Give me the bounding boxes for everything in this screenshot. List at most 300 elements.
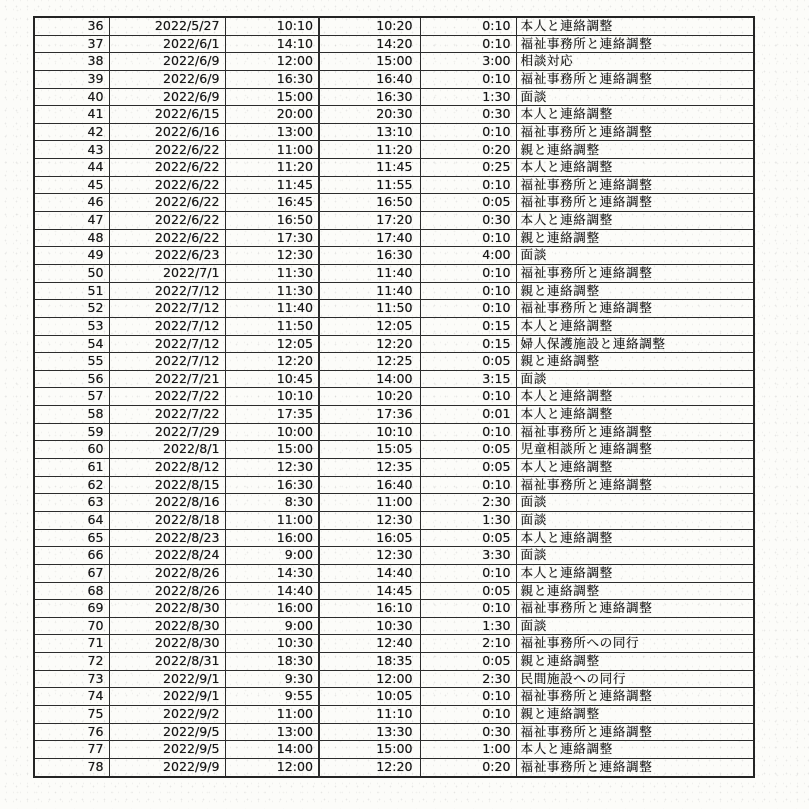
duration-cell: 1:30	[420, 617, 516, 635]
date-cell: 2022/6/9	[109, 70, 225, 88]
table-row	[34, 194, 754, 212]
duration-cell: 0:05	[420, 353, 516, 371]
date-cell: 2022/6/1	[109, 35, 225, 53]
duration-cell: 0:05	[420, 529, 516, 547]
start-time-cell: 16:50	[225, 212, 319, 230]
date-cell: 2022/7/12	[109, 335, 225, 353]
start-time-cell: 16:45	[225, 194, 319, 212]
row-number-cell: 66	[34, 547, 109, 565]
start-time-cell: 10:10	[225, 388, 319, 406]
row-number-cell: 60	[34, 441, 109, 459]
end-time-cell: 10:30	[319, 617, 420, 635]
table-row	[34, 582, 754, 600]
date-cell: 2022/6/22	[109, 159, 225, 177]
end-time-cell: 11:40	[319, 282, 420, 300]
date-cell: 2022/7/12	[109, 282, 225, 300]
end-time-cell: 10:20	[319, 388, 420, 406]
end-time-cell: 16:30	[319, 247, 420, 265]
table-row	[34, 723, 754, 741]
row-number-cell: 55	[34, 353, 109, 371]
row-number-cell: 44	[34, 159, 109, 177]
row-number-cell: 51	[34, 282, 109, 300]
row-number-cell: 49	[34, 247, 109, 265]
description-cell: 本人と連絡調整	[516, 106, 754, 124]
end-time-cell: 14:45	[319, 582, 420, 600]
description-cell: 福祉事務所と連絡調整	[516, 423, 754, 441]
description-cell: 面談	[516, 617, 754, 635]
scanned-page	[33, 16, 755, 778]
start-time-cell: 12:00	[225, 758, 319, 776]
table-row	[34, 529, 754, 547]
description-cell: 本人と連絡調整	[516, 529, 754, 547]
date-cell: 2022/6/9	[109, 88, 225, 106]
date-cell: 2022/8/16	[109, 494, 225, 512]
end-time-cell: 11:20	[319, 141, 420, 159]
end-time-cell: 14:00	[319, 370, 420, 388]
duration-cell: 0:10	[420, 600, 516, 618]
table-row	[34, 123, 754, 141]
row-number-cell: 59	[34, 423, 109, 441]
table-row	[34, 88, 754, 106]
table-row	[34, 229, 754, 247]
row-number-cell: 75	[34, 705, 109, 723]
duration-cell: 0:10	[420, 229, 516, 247]
duration-cell: 0:05	[420, 582, 516, 600]
duration-cell: 0:10	[420, 282, 516, 300]
table-row	[34, 511, 754, 529]
row-number-cell: 74	[34, 688, 109, 706]
end-time-cell: 12:30	[319, 511, 420, 529]
description-cell: 本人と連絡調整	[516, 406, 754, 424]
activity-log-table	[33, 16, 755, 778]
date-cell: 2022/9/5	[109, 741, 225, 759]
row-number-cell: 43	[34, 141, 109, 159]
row-number-cell: 52	[34, 300, 109, 318]
duration-cell: 1:30	[420, 511, 516, 529]
description-cell: 福祉事務所と連絡調整	[516, 264, 754, 282]
end-time-cell: 16:05	[319, 529, 420, 547]
start-time-cell: 11:40	[225, 300, 319, 318]
start-time-cell: 16:00	[225, 600, 319, 618]
row-number-cell: 61	[34, 459, 109, 477]
row-number-cell: 46	[34, 194, 109, 212]
start-time-cell: 14:10	[225, 35, 319, 53]
duration-cell: 0:05	[420, 459, 516, 477]
row-number-cell: 58	[34, 406, 109, 424]
start-time-cell: 9:00	[225, 547, 319, 565]
description-cell: 福祉事務所と連絡調整	[516, 758, 754, 776]
end-time-cell: 12:20	[319, 335, 420, 353]
end-time-cell: 11:40	[319, 264, 420, 282]
row-number-cell: 70	[34, 617, 109, 635]
start-time-cell: 8:30	[225, 494, 319, 512]
description-cell: 福祉事務所と連絡調整	[516, 476, 754, 494]
description-cell: 面談	[516, 511, 754, 529]
date-cell: 2022/7/29	[109, 423, 225, 441]
end-time-cell: 16:40	[319, 476, 420, 494]
end-time-cell: 17:36	[319, 406, 420, 424]
table-row	[34, 282, 754, 300]
table-row	[34, 741, 754, 759]
start-time-cell: 14:40	[225, 582, 319, 600]
table-row	[34, 564, 754, 582]
description-cell: 面談	[516, 494, 754, 512]
duration-cell: 0:05	[420, 441, 516, 459]
duration-cell: 3:00	[420, 53, 516, 71]
start-time-cell: 10:30	[225, 635, 319, 653]
table-row	[34, 353, 754, 371]
description-cell: 本人と連絡調整	[516, 459, 754, 477]
start-time-cell: 12:30	[225, 459, 319, 477]
start-time-cell: 14:30	[225, 564, 319, 582]
table-row	[34, 423, 754, 441]
end-time-cell: 11:10	[319, 705, 420, 723]
end-time-cell: 11:50	[319, 300, 420, 318]
description-cell: 面談	[516, 547, 754, 565]
end-time-cell: 16:30	[319, 88, 420, 106]
end-time-cell: 15:00	[319, 53, 420, 71]
duration-cell: 0:10	[420, 564, 516, 582]
table-row	[34, 53, 754, 71]
end-time-cell: 15:05	[319, 441, 420, 459]
duration-cell: 0:25	[420, 159, 516, 177]
end-time-cell: 12:25	[319, 353, 420, 371]
table-row	[34, 406, 754, 424]
row-number-cell: 50	[34, 264, 109, 282]
duration-cell: 0:10	[420, 705, 516, 723]
table-row	[34, 459, 754, 477]
duration-cell: 0:10	[420, 423, 516, 441]
description-cell: 親と連絡調整	[516, 353, 754, 371]
start-time-cell: 17:35	[225, 406, 319, 424]
end-time-cell: 14:20	[319, 35, 420, 53]
end-time-cell: 10:05	[319, 688, 420, 706]
date-cell: 2022/6/22	[109, 194, 225, 212]
duration-cell: 0:10	[420, 476, 516, 494]
description-cell: 親と連絡調整	[516, 282, 754, 300]
start-time-cell: 16:30	[225, 476, 319, 494]
start-time-cell: 11:00	[225, 705, 319, 723]
end-time-cell: 15:00	[319, 741, 420, 759]
row-number-cell: 45	[34, 176, 109, 194]
start-time-cell: 16:30	[225, 70, 319, 88]
end-time-cell: 11:00	[319, 494, 420, 512]
date-cell: 2022/9/5	[109, 723, 225, 741]
description-cell: 本人と連絡調整	[516, 388, 754, 406]
date-cell: 2022/6/9	[109, 53, 225, 71]
date-cell: 2022/6/22	[109, 229, 225, 247]
start-time-cell: 10:10	[225, 17, 319, 35]
end-time-cell: 12:35	[319, 459, 420, 477]
date-cell: 2022/7/22	[109, 388, 225, 406]
table-row	[34, 212, 754, 230]
row-number-cell: 68	[34, 582, 109, 600]
description-cell: 児童相談所と連絡調整	[516, 441, 754, 459]
duration-cell: 0:10	[420, 123, 516, 141]
date-cell: 2022/9/9	[109, 758, 225, 776]
duration-cell: 0:30	[420, 212, 516, 230]
date-cell: 2022/8/26	[109, 564, 225, 582]
description-cell: 親と連絡調整	[516, 229, 754, 247]
date-cell: 2022/7/12	[109, 317, 225, 335]
row-number-cell: 78	[34, 758, 109, 776]
end-time-cell: 20:30	[319, 106, 420, 124]
start-time-cell: 11:20	[225, 159, 319, 177]
duration-cell: 0:10	[420, 688, 516, 706]
description-cell: 福祉事務所と連絡調整	[516, 70, 754, 88]
end-time-cell: 12:40	[319, 635, 420, 653]
table-row	[34, 264, 754, 282]
duration-cell: 0:05	[420, 653, 516, 671]
description-cell: 面談	[516, 370, 754, 388]
duration-cell: 0:30	[420, 723, 516, 741]
description-cell: 本人と連絡調整	[516, 17, 754, 35]
duration-cell: 0:30	[420, 106, 516, 124]
row-number-cell: 36	[34, 17, 109, 35]
date-cell: 2022/7/12	[109, 353, 225, 371]
description-cell: 婦人保護施設と連絡調整	[516, 335, 754, 353]
table-row	[34, 476, 754, 494]
date-cell: 2022/8/23	[109, 529, 225, 547]
description-cell: 福祉事務所と連絡調整	[516, 176, 754, 194]
description-cell: 福祉事務所と連絡調整	[516, 723, 754, 741]
start-time-cell: 18:30	[225, 653, 319, 671]
date-cell: 2022/6/22	[109, 141, 225, 159]
date-cell: 2022/8/31	[109, 653, 225, 671]
table-row	[34, 705, 754, 723]
start-time-cell: 13:00	[225, 123, 319, 141]
start-time-cell: 13:00	[225, 723, 319, 741]
row-number-cell: 41	[34, 106, 109, 124]
duration-cell: 2:30	[420, 494, 516, 512]
date-cell: 2022/7/12	[109, 300, 225, 318]
description-cell: 福祉事務所への同行	[516, 635, 754, 653]
duration-cell: 0:10	[420, 17, 516, 35]
row-number-cell: 56	[34, 370, 109, 388]
end-time-cell: 12:05	[319, 317, 420, 335]
row-number-cell: 77	[34, 741, 109, 759]
date-cell: 2022/9/2	[109, 705, 225, 723]
table-row	[34, 370, 754, 388]
duration-cell: 0:20	[420, 758, 516, 776]
description-cell: 相談対応	[516, 53, 754, 71]
end-time-cell: 12:20	[319, 758, 420, 776]
date-cell: 2022/6/22	[109, 212, 225, 230]
date-cell: 2022/8/30	[109, 600, 225, 618]
duration-cell: 0:01	[420, 406, 516, 424]
end-time-cell: 10:20	[319, 17, 420, 35]
start-time-cell: 9:30	[225, 670, 319, 688]
duration-cell: 0:05	[420, 194, 516, 212]
end-time-cell: 17:40	[319, 229, 420, 247]
table-row	[34, 159, 754, 177]
row-number-cell: 57	[34, 388, 109, 406]
table-row	[34, 670, 754, 688]
end-time-cell: 12:00	[319, 670, 420, 688]
date-cell: 2022/6/15	[109, 106, 225, 124]
row-number-cell: 71	[34, 635, 109, 653]
table-row	[34, 494, 754, 512]
table-row	[34, 758, 754, 776]
end-time-cell: 16:40	[319, 70, 420, 88]
description-cell: 本人と連絡調整	[516, 564, 754, 582]
row-number-cell: 73	[34, 670, 109, 688]
date-cell: 2022/9/1	[109, 688, 225, 706]
description-cell: 民間施設への同行	[516, 670, 754, 688]
end-time-cell: 12:30	[319, 547, 420, 565]
table-row	[34, 35, 754, 53]
table-row	[34, 388, 754, 406]
row-number-cell: 38	[34, 53, 109, 71]
start-time-cell: 10:45	[225, 370, 319, 388]
duration-cell: 1:00	[420, 741, 516, 759]
row-number-cell: 42	[34, 123, 109, 141]
description-cell: 親と連絡調整	[516, 705, 754, 723]
table-row	[34, 106, 754, 124]
date-cell: 2022/8/15	[109, 476, 225, 494]
row-number-cell: 72	[34, 653, 109, 671]
start-time-cell: 17:30	[225, 229, 319, 247]
start-time-cell: 11:00	[225, 141, 319, 159]
table-row	[34, 653, 754, 671]
table-row	[34, 617, 754, 635]
row-number-cell: 47	[34, 212, 109, 230]
row-number-cell: 76	[34, 723, 109, 741]
start-time-cell: 10:00	[225, 423, 319, 441]
row-number-cell: 63	[34, 494, 109, 512]
start-time-cell: 9:00	[225, 617, 319, 635]
date-cell: 2022/9/1	[109, 670, 225, 688]
row-number-cell: 64	[34, 511, 109, 529]
end-time-cell: 17:20	[319, 212, 420, 230]
start-time-cell: 14:00	[225, 741, 319, 759]
duration-cell: 2:10	[420, 635, 516, 653]
table-row	[34, 688, 754, 706]
row-number-cell: 62	[34, 476, 109, 494]
start-time-cell: 16:00	[225, 529, 319, 547]
table-row	[34, 70, 754, 88]
date-cell: 2022/8/12	[109, 459, 225, 477]
table-row	[34, 300, 754, 318]
duration-cell: 3:30	[420, 547, 516, 565]
start-time-cell: 15:00	[225, 88, 319, 106]
start-time-cell: 12:05	[225, 335, 319, 353]
date-cell: 2022/5/27	[109, 17, 225, 35]
table-row	[34, 17, 754, 35]
duration-cell: 2:30	[420, 670, 516, 688]
row-number-cell: 69	[34, 600, 109, 618]
date-cell: 2022/7/22	[109, 406, 225, 424]
start-time-cell: 12:00	[225, 53, 319, 71]
table-row	[34, 635, 754, 653]
start-time-cell: 11:00	[225, 511, 319, 529]
duration-cell: 0:10	[420, 388, 516, 406]
end-time-cell: 18:35	[319, 653, 420, 671]
description-cell: 福祉事務所と連絡調整	[516, 688, 754, 706]
start-time-cell: 11:45	[225, 176, 319, 194]
start-time-cell: 11:30	[225, 264, 319, 282]
date-cell: 2022/8/24	[109, 547, 225, 565]
description-cell: 本人と連絡調整	[516, 159, 754, 177]
description-cell: 親と連絡調整	[516, 582, 754, 600]
end-time-cell: 13:10	[319, 123, 420, 141]
table-row	[34, 441, 754, 459]
table-row	[34, 335, 754, 353]
table-row	[34, 141, 754, 159]
duration-cell: 0:10	[420, 176, 516, 194]
row-number-cell: 53	[34, 317, 109, 335]
date-cell: 2022/7/21	[109, 370, 225, 388]
date-cell: 2022/8/30	[109, 617, 225, 635]
duration-cell: 1:30	[420, 88, 516, 106]
date-cell: 2022/6/22	[109, 176, 225, 194]
description-cell: 福祉事務所と連絡調整	[516, 35, 754, 53]
table-row	[34, 600, 754, 618]
duration-cell: 0:20	[420, 141, 516, 159]
end-time-cell: 14:40	[319, 564, 420, 582]
end-time-cell: 10:10	[319, 423, 420, 441]
start-time-cell: 20:00	[225, 106, 319, 124]
duration-cell: 0:15	[420, 335, 516, 353]
table-row	[34, 247, 754, 265]
description-cell: 福祉事務所と連絡調整	[516, 194, 754, 212]
start-time-cell: 12:30	[225, 247, 319, 265]
row-number-cell: 37	[34, 35, 109, 53]
duration-cell: 4:00	[420, 247, 516, 265]
description-cell: 面談	[516, 247, 754, 265]
row-number-cell: 39	[34, 70, 109, 88]
date-cell: 2022/8/1	[109, 441, 225, 459]
description-cell: 親と連絡調整	[516, 141, 754, 159]
description-cell: 福祉事務所と連絡調整	[516, 300, 754, 318]
duration-cell: 0:10	[420, 264, 516, 282]
duration-cell: 0:10	[420, 35, 516, 53]
table-row	[34, 317, 754, 335]
duration-cell: 0:10	[420, 70, 516, 88]
row-number-cell: 40	[34, 88, 109, 106]
start-time-cell: 11:30	[225, 282, 319, 300]
description-cell: 本人と連絡調整	[516, 212, 754, 230]
description-cell: 福祉事務所と連絡調整	[516, 600, 754, 618]
description-cell: 本人と連絡調整	[516, 317, 754, 335]
end-time-cell: 11:45	[319, 159, 420, 177]
table-row	[34, 547, 754, 565]
duration-cell: 3:15	[420, 370, 516, 388]
end-time-cell: 16:10	[319, 600, 420, 618]
duration-cell: 0:10	[420, 300, 516, 318]
date-cell: 2022/8/30	[109, 635, 225, 653]
description-cell: 面談	[516, 88, 754, 106]
description-cell: 本人と連絡調整	[516, 741, 754, 759]
row-number-cell: 54	[34, 335, 109, 353]
start-time-cell: 9:55	[225, 688, 319, 706]
description-cell: 親と連絡調整	[516, 653, 754, 671]
row-number-cell: 67	[34, 564, 109, 582]
start-time-cell: 12:20	[225, 353, 319, 371]
end-time-cell: 16:50	[319, 194, 420, 212]
date-cell: 2022/6/23	[109, 247, 225, 265]
row-number-cell: 48	[34, 229, 109, 247]
description-cell: 福祉事務所と連絡調整	[516, 123, 754, 141]
table-body	[34, 17, 754, 777]
date-cell: 2022/8/18	[109, 511, 225, 529]
end-time-cell: 11:55	[319, 176, 420, 194]
start-time-cell: 15:00	[225, 441, 319, 459]
date-cell: 2022/7/1	[109, 264, 225, 282]
start-time-cell: 11:50	[225, 317, 319, 335]
row-number-cell: 65	[34, 529, 109, 547]
date-cell: 2022/6/16	[109, 123, 225, 141]
